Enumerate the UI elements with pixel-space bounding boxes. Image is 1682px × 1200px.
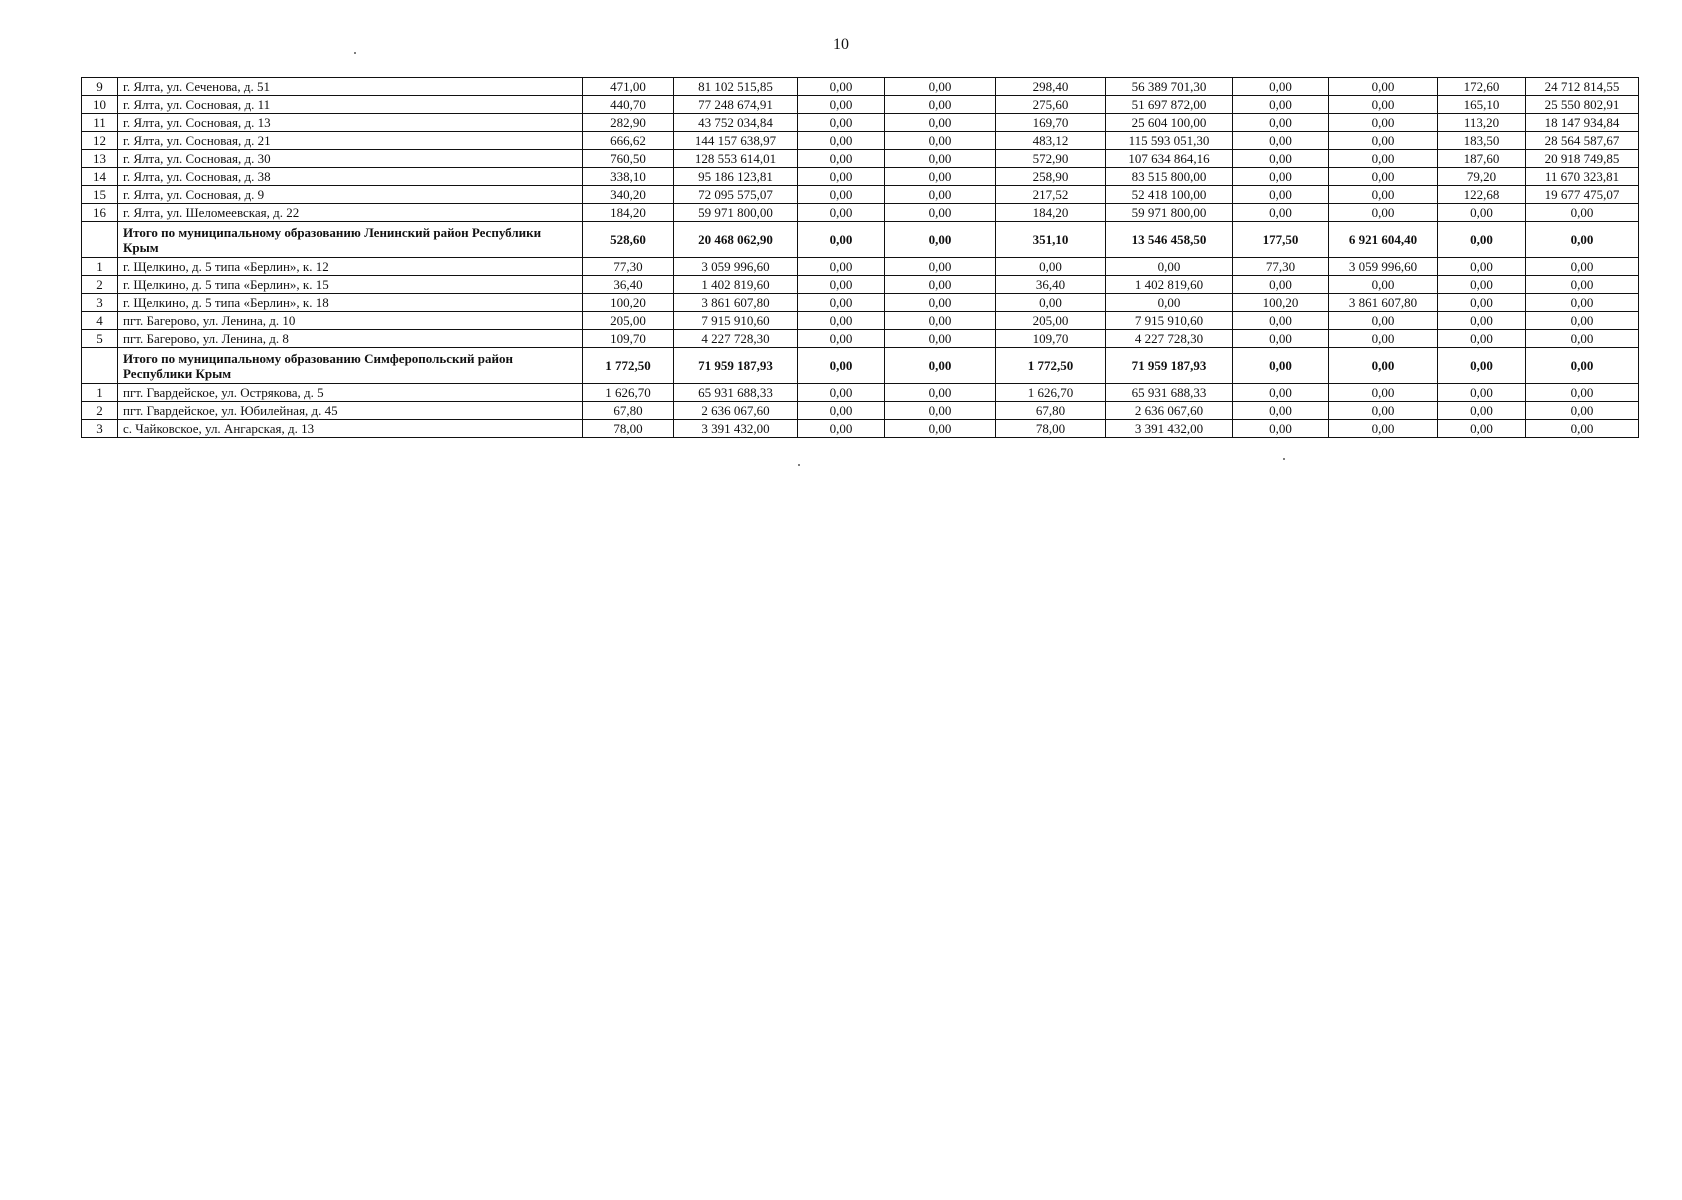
value-cell: 0,00 [885,276,996,294]
value-cell: 165,10 [1438,96,1526,114]
row-number: 4 [82,312,118,330]
table-row [82,312,1639,330]
address-cell: г. Ялта, ул. Сосновая, д. 30 [118,150,583,168]
row-number: 9 [82,78,118,96]
value-cell: 0,00 [798,348,885,384]
address-cell: г. Ялта, ул. Сосновая, д. 11 [118,96,583,114]
value-cell: 0,00 [885,384,996,402]
value-cell: 0,00 [1526,276,1639,294]
value-cell: 77,30 [583,258,674,276]
value-cell: 0,00 [1329,312,1438,330]
value-cell: 282,90 [583,114,674,132]
value-cell: 65 931 688,33 [1106,384,1233,402]
table-row [82,150,1639,168]
value-cell: 666,62 [583,132,674,150]
value-cell: 122,68 [1438,186,1526,204]
value-cell: 71 959 187,93 [674,348,798,384]
table-row [82,294,1639,312]
value-cell: 0,00 [1106,258,1233,276]
table-row [82,96,1639,114]
value-cell: 19 677 475,07 [1526,186,1639,204]
value-cell: 0,00 [1329,204,1438,222]
value-cell: 0,00 [798,150,885,168]
value-cell: 20 918 749,85 [1526,150,1639,168]
value-cell: 20 468 062,90 [674,222,798,258]
value-cell: 109,70 [996,330,1106,348]
address-cell: пгт. Гвардейское, ул. Острякова, д. 5 [118,384,583,402]
value-cell: 0,00 [798,114,885,132]
address-cell: г. Ялта, ул. Сосновая, д. 9 [118,186,583,204]
value-cell: 72 095 575,07 [674,186,798,204]
value-cell: 0,00 [1329,330,1438,348]
address-cell: г. Ялта, ул. Сосновая, д. 38 [118,168,583,186]
table-row [82,132,1639,150]
value-cell: 205,00 [583,312,674,330]
table-row [82,384,1639,402]
value-cell: 0,00 [885,348,996,384]
row-number: 3 [82,420,118,438]
table-row [82,186,1639,204]
value-cell: 0,00 [798,132,885,150]
value-cell: 0,00 [798,384,885,402]
scan-speck [354,52,356,54]
value-cell: 109,70 [583,330,674,348]
value-cell: 0,00 [1233,150,1329,168]
value-cell: 0,00 [1438,222,1526,258]
row-number: 14 [82,168,118,186]
value-cell: 36,40 [583,276,674,294]
value-cell: 340,20 [583,186,674,204]
value-cell: 107 634 864,16 [1106,150,1233,168]
row-number: 2 [82,402,118,420]
value-cell: 205,00 [996,312,1106,330]
value-cell: 18 147 934,84 [1526,114,1639,132]
table-row [82,78,1639,96]
value-cell: 0,00 [996,258,1106,276]
value-cell: 83 515 800,00 [1106,168,1233,186]
value-cell: 298,40 [996,78,1106,96]
value-cell: 1 402 819,60 [1106,276,1233,294]
value-cell: 0,00 [1526,402,1639,420]
table-row [82,204,1639,222]
value-cell: 11 670 323,81 [1526,168,1639,186]
value-cell: 0,00 [798,222,885,258]
value-cell: 0,00 [1329,186,1438,204]
value-cell: 0,00 [885,186,996,204]
value-cell: 0,00 [1233,384,1329,402]
value-cell: 24 712 814,55 [1526,78,1639,96]
value-cell: 28 564 587,67 [1526,132,1639,150]
table-row [82,420,1639,438]
value-cell: 1 626,70 [583,384,674,402]
value-cell: 351,10 [996,222,1106,258]
value-cell: 572,90 [996,150,1106,168]
value-cell: 56 389 701,30 [1106,78,1233,96]
value-cell: 13 546 458,50 [1106,222,1233,258]
value-cell: 59 971 800,00 [674,204,798,222]
value-cell: 65 931 688,33 [674,384,798,402]
address-cell: г. Ялта, ул. Шеломеевская, д. 22 [118,204,583,222]
value-cell: 0,00 [1526,420,1639,438]
value-cell: 1 626,70 [996,384,1106,402]
row-number: 1 [82,384,118,402]
value-cell: 71 959 187,93 [1106,348,1233,384]
address-cell: пгт. Багерово, ул. Ленина, д. 8 [118,330,583,348]
value-cell: 183,50 [1438,132,1526,150]
value-cell: 113,20 [1438,114,1526,132]
value-cell: 528,60 [583,222,674,258]
row-number: 3 [82,294,118,312]
address-cell: г. Щелкино, д. 5 типа «Берлин», к. 12 [118,258,583,276]
value-cell: 0,00 [1438,276,1526,294]
value-cell: 2 636 067,60 [1106,402,1233,420]
value-cell: 78,00 [996,420,1106,438]
value-cell: 0,00 [1438,402,1526,420]
value-cell: 25 550 802,91 [1526,96,1639,114]
value-cell: 0,00 [885,78,996,96]
value-cell: 128 553 614,01 [674,150,798,168]
row-number: 13 [82,150,118,168]
value-cell: 0,00 [1329,348,1438,384]
value-cell: 0,00 [1329,114,1438,132]
value-cell: 7 915 910,60 [1106,312,1233,330]
value-cell: 0,00 [996,294,1106,312]
value-cell: 0,00 [798,168,885,186]
table-total-row [82,222,1639,258]
table-row [82,114,1639,132]
housing-register-table [81,77,1639,438]
value-cell: 0,00 [1438,294,1526,312]
value-cell: 67,80 [996,402,1106,420]
value-cell: 0,00 [1526,204,1639,222]
value-cell: 0,00 [1438,384,1526,402]
value-cell: 0,00 [798,294,885,312]
value-cell: 6 921 604,40 [1329,222,1438,258]
value-cell: 217,52 [996,186,1106,204]
value-cell: 0,00 [1233,168,1329,186]
value-cell: 760,50 [583,150,674,168]
value-cell: 0,00 [1329,168,1438,186]
value-cell: 0,00 [798,96,885,114]
total-label: Итого по муниципальному образованию Ленинский район Республики Крым [118,222,583,258]
value-cell: 0,00 [1438,348,1526,384]
value-cell: 52 418 100,00 [1106,186,1233,204]
value-cell: 3 059 996,60 [1329,258,1438,276]
value-cell: 0,00 [885,204,996,222]
value-cell: 7 915 910,60 [674,312,798,330]
value-cell: 3 059 996,60 [674,258,798,276]
value-cell: 184,20 [996,204,1106,222]
value-cell: 0,00 [885,132,996,150]
address-cell: г. Щелкино, д. 5 типа «Берлин», к. 18 [118,294,583,312]
value-cell: 0,00 [1329,402,1438,420]
table-row [82,402,1639,420]
row-number: 5 [82,330,118,348]
value-cell: 77 248 674,91 [674,96,798,114]
row-number: 12 [82,132,118,150]
address-cell: с. Чайковское, ул. Ангарская, д. 13 [118,420,583,438]
value-cell: 0,00 [1329,384,1438,402]
value-cell: 0,00 [1438,258,1526,276]
value-cell: 1 402 819,60 [674,276,798,294]
value-cell: 0,00 [1329,150,1438,168]
value-cell: 440,70 [583,96,674,114]
row-number: 16 [82,204,118,222]
value-cell: 0,00 [798,276,885,294]
row-number: 10 [82,96,118,114]
value-cell: 338,10 [583,168,674,186]
value-cell: 0,00 [885,222,996,258]
value-cell: 0,00 [1526,294,1639,312]
value-cell: 36,40 [996,276,1106,294]
value-cell: 0,00 [798,330,885,348]
value-cell: 144 157 638,97 [674,132,798,150]
value-cell: 471,00 [583,78,674,96]
value-cell: 2 636 067,60 [674,402,798,420]
row-number: 11 [82,114,118,132]
value-cell: 3 861 607,80 [674,294,798,312]
value-cell: 100,20 [1233,294,1329,312]
value-cell: 0,00 [885,168,996,186]
table-row [82,330,1639,348]
value-cell: 43 752 034,84 [674,114,798,132]
value-cell: 0,00 [1526,312,1639,330]
value-cell: 0,00 [1526,348,1639,384]
value-cell: 1 772,50 [583,348,674,384]
value-cell: 0,00 [798,186,885,204]
value-cell: 0,00 [885,420,996,438]
value-cell: 169,70 [996,114,1106,132]
value-cell: 0,00 [1438,312,1526,330]
row-number [82,222,118,258]
address-cell: г. Ялта, ул. Сосновая, д. 13 [118,114,583,132]
value-cell: 51 697 872,00 [1106,96,1233,114]
value-cell: 0,00 [1329,132,1438,150]
value-cell: 67,80 [583,402,674,420]
value-cell: 0,00 [1233,420,1329,438]
value-cell: 0,00 [1233,330,1329,348]
value-cell: 177,50 [1233,222,1329,258]
address-cell: г. Щелкино, д. 5 типа «Берлин», к. 15 [118,276,583,294]
value-cell: 1 772,50 [996,348,1106,384]
scan-speck [798,464,800,466]
table-body [82,78,1639,438]
value-cell: 187,60 [1438,150,1526,168]
scan-speck [1283,458,1285,460]
value-cell: 0,00 [885,330,996,348]
value-cell: 0,00 [885,402,996,420]
value-cell: 3 861 607,80 [1329,294,1438,312]
value-cell: 0,00 [885,114,996,132]
value-cell: 0,00 [1329,78,1438,96]
value-cell: 0,00 [1329,96,1438,114]
value-cell: 0,00 [1233,132,1329,150]
value-cell: 4 227 728,30 [674,330,798,348]
address-cell: г. Ялта, ул. Сеченова, д. 51 [118,78,583,96]
value-cell: 81 102 515,85 [674,78,798,96]
value-cell: 0,00 [798,402,885,420]
value-cell: 0,00 [1438,330,1526,348]
page-number: 10 [833,36,849,53]
value-cell: 79,20 [1438,168,1526,186]
value-cell: 0,00 [1233,276,1329,294]
value-cell: 0,00 [885,294,996,312]
value-cell: 0,00 [1526,384,1639,402]
value-cell: 0,00 [1526,330,1639,348]
value-cell: 0,00 [798,312,885,330]
row-number [82,348,118,384]
row-number: 2 [82,276,118,294]
table-row [82,276,1639,294]
address-cell: пгт. Гвардейское, ул. Юбилейная, д. 45 [118,402,583,420]
value-cell: 4 227 728,30 [1106,330,1233,348]
value-cell: 0,00 [1233,348,1329,384]
value-cell: 0,00 [1233,402,1329,420]
value-cell: 0,00 [1233,114,1329,132]
value-cell: 3 391 432,00 [674,420,798,438]
address-cell: г. Ялта, ул. Сосновая, д. 21 [118,132,583,150]
value-cell: 184,20 [583,204,674,222]
table-total-row [82,348,1639,384]
row-number: 1 [82,258,118,276]
value-cell: 95 186 123,81 [674,168,798,186]
value-cell: 0,00 [1526,258,1639,276]
value-cell: 0,00 [885,312,996,330]
value-cell: 59 971 800,00 [1106,204,1233,222]
value-cell: 0,00 [1233,186,1329,204]
value-cell: 0,00 [1438,420,1526,438]
total-label: Итого по муниципальному образованию Симферопольский район Республики Крым [118,348,583,384]
value-cell: 275,60 [996,96,1106,114]
table-row [82,258,1639,276]
value-cell: 0,00 [1233,312,1329,330]
value-cell: 0,00 [1329,276,1438,294]
value-cell: 0,00 [1106,294,1233,312]
value-cell: 0,00 [798,420,885,438]
value-cell: 0,00 [1526,222,1639,258]
value-cell: 0,00 [1233,78,1329,96]
value-cell: 78,00 [583,420,674,438]
table-row [82,168,1639,186]
value-cell: 0,00 [1438,204,1526,222]
value-cell: 100,20 [583,294,674,312]
address-cell: пгт. Багерово, ул. Ленина, д. 10 [118,312,583,330]
value-cell: 0,00 [798,204,885,222]
value-cell: 0,00 [1233,96,1329,114]
value-cell: 25 604 100,00 [1106,114,1233,132]
value-cell: 115 593 051,30 [1106,132,1233,150]
value-cell: 483,12 [996,132,1106,150]
value-cell: 0,00 [885,258,996,276]
value-cell: 0,00 [798,258,885,276]
value-cell: 77,30 [1233,258,1329,276]
value-cell: 3 391 432,00 [1106,420,1233,438]
value-cell: 0,00 [1329,420,1438,438]
value-cell: 0,00 [885,150,996,168]
value-cell: 0,00 [1233,204,1329,222]
value-cell: 258,90 [996,168,1106,186]
value-cell: 172,60 [1438,78,1526,96]
row-number: 15 [82,186,118,204]
value-cell: 0,00 [798,78,885,96]
value-cell: 0,00 [885,96,996,114]
